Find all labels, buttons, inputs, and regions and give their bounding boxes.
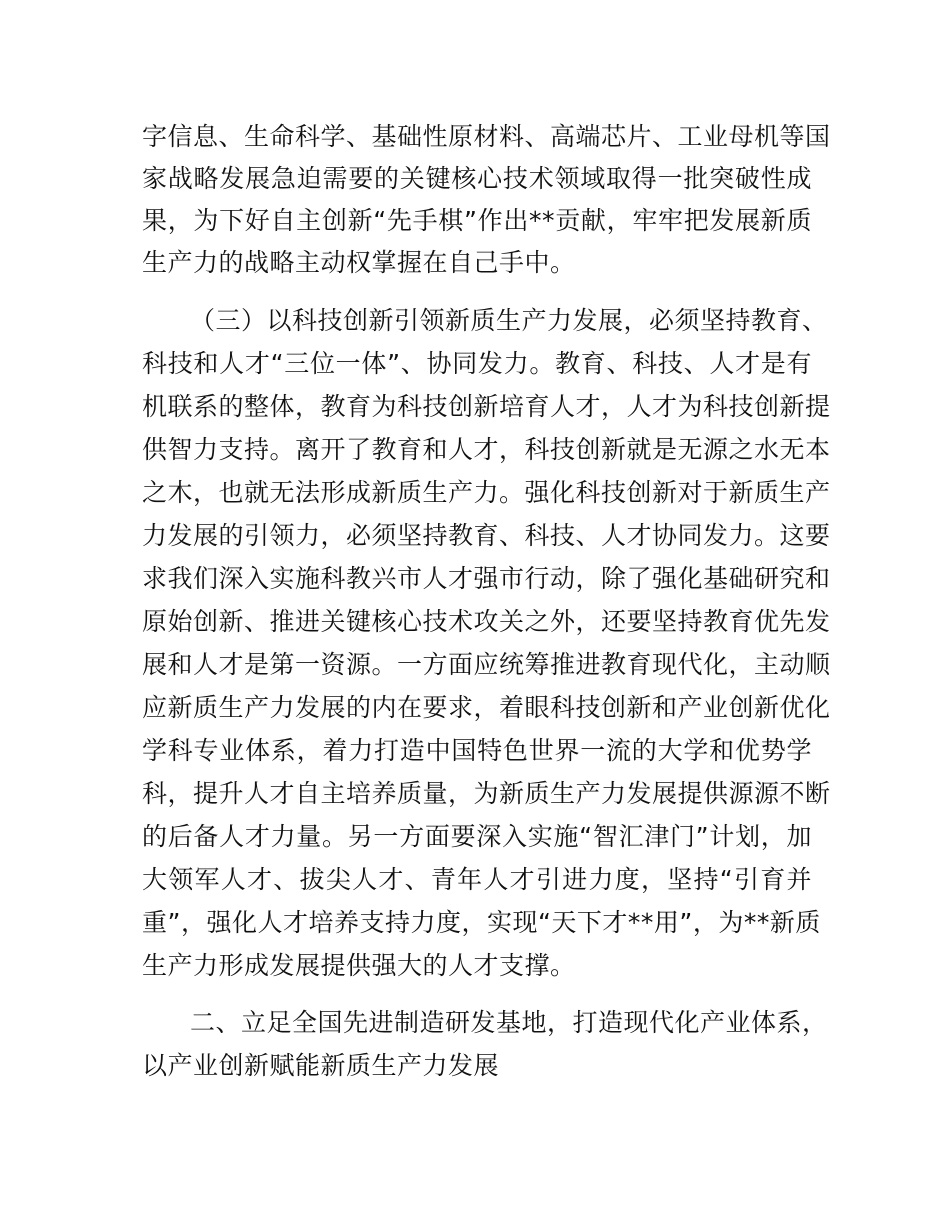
paragraph-1-line-1: 字信息、生命科学、基础性原材料、高端芯片、工业母机等国 (142, 122, 831, 151)
paragraph-2-line-6: 力发展的引领力，必须坚持教育、科技、人才协同发力。这要 (142, 521, 831, 550)
paragraph-1-line-4: 生产力的战略主动权掌握在自己手中。 (142, 248, 576, 277)
paragraph-2-line-1: （三）以科技创新引领新质生产力发展，必须坚持教育、 (190, 306, 828, 335)
paragraph-2-line-9: 展和人才是第一资源。一方面应统筹推进教育现代化，主动顺 (142, 650, 831, 679)
paragraph-2-line-3: 机联系的整体，教育为科技创新培育人才，人才为科技创新提 (142, 392, 831, 421)
paragraph-2-line-12: 科，提升人才自主培养质量，为新质生产力发展提供源源不断 (142, 779, 831, 808)
paragraph-2-line-8: 原始创新、推进关键核心技术攻关之外，还要坚持教育优先发 (142, 607, 831, 636)
paragraph-2-line-7: 求我们深入实施科教兴市人才强市行动，除了强化基础研究和 (142, 564, 831, 593)
section-heading-line-2: 以产业创新赋能新质生产力发展 (142, 1051, 500, 1080)
paragraph-2-line-16: 生产力形成发展提供强大的人才支撑。 (142, 951, 576, 980)
paragraph-2-line-2: 科技和人才“三位一体”、协同发力。教育、科技、人才是有 (142, 349, 812, 378)
paragraph-2-line-15: 重”，强化人才培养支持力度，实现“天下才**用”，为**新质 (142, 908, 821, 937)
paragraph-2-line-10: 应新质生产力发展的内在要求，着眼科技创新和产业创新优化 (142, 693, 831, 722)
paragraph-2-line-13: 的后备人才力量。另一方面要深入实施“智汇津门”计划，加 (142, 822, 812, 851)
paragraph-2-line-5: 之木，也就无法形成新质生产力。强化科技创新对于新质生产 (142, 478, 831, 507)
paragraph-2-line-11: 学科专业体系，着力打造中国特色世界一流的大学和优势学 (142, 736, 812, 765)
paragraph-1-line-2: 家战略发展急迫需要的关键核心技术领域取得一批突破性成 (142, 164, 812, 193)
section-heading-line-1: 二、立足全国先进制造研发基地，打造现代化产业体系， (190, 1008, 828, 1037)
paragraph-2-line-14: 大领军人才、拔尖人才、青年人才引进力度，坚持“引育并 (142, 865, 812, 894)
paragraph-1-line-3: 果，为下好自主创新“先手棋”作出**贡献，牢牢把发展新质 (142, 206, 812, 235)
paragraph-2-line-4: 供智力支持。离开了教育和人才，科技创新就是无源之水无本 (142, 435, 831, 464)
